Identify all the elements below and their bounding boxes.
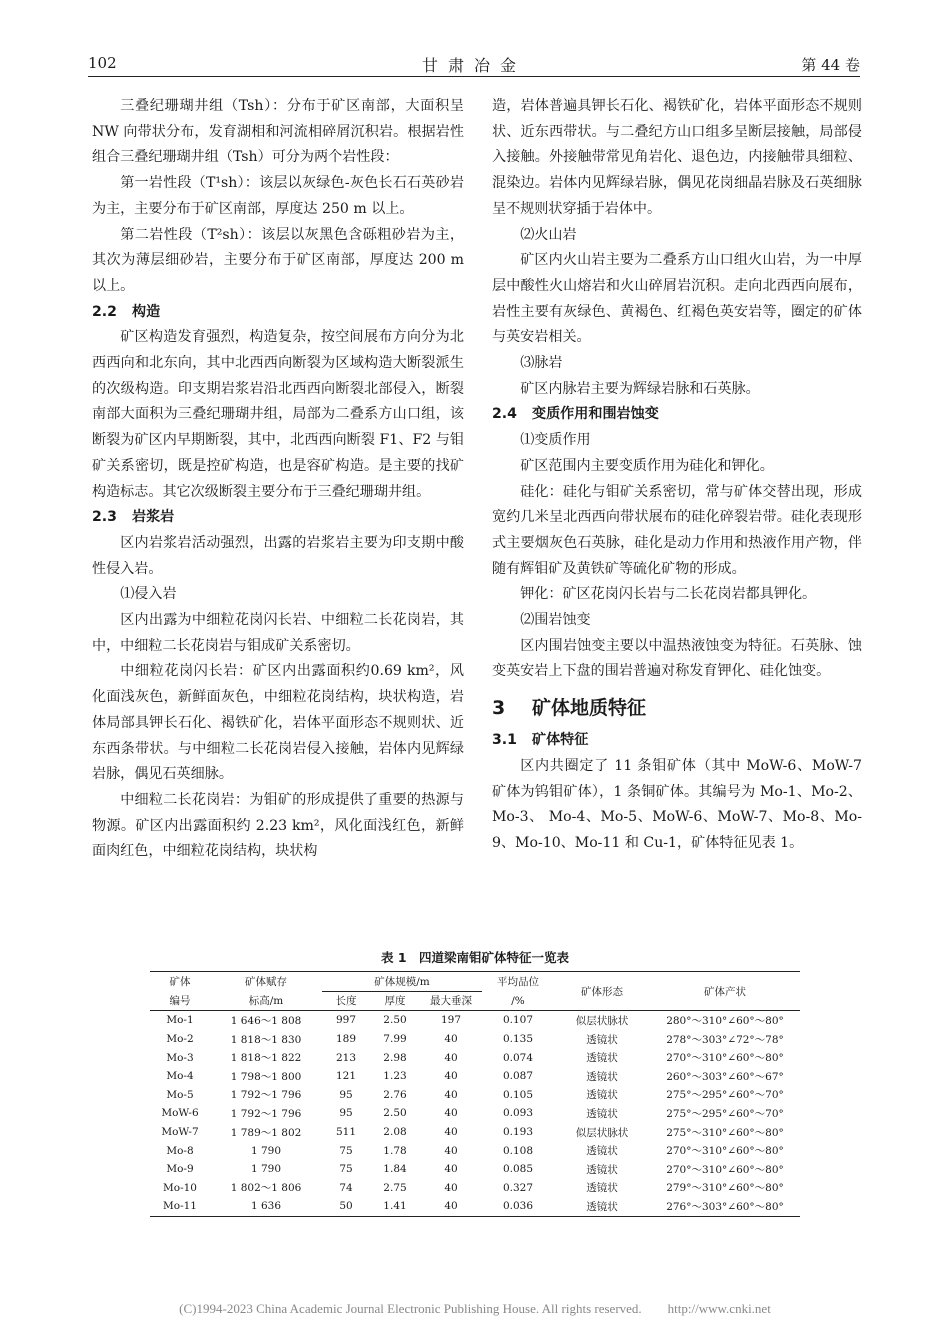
cell-id: MoW-6 [161, 1107, 199, 1120]
cell-id: Mo-4 [166, 1070, 194, 1083]
cell-grade: 0.108 [502, 1144, 534, 1157]
cell-id: Mo-9 [166, 1163, 194, 1176]
cell-depth: 40 [444, 1051, 458, 1064]
cell-elevation: 1 790 [250, 1163, 282, 1176]
cell-shape: 透镜状 [586, 1033, 618, 1046]
cell-shape: 透镜状 [554, 1197, 650, 1216]
paragraph-monzogranite-continued: 造，岩体普遍具钾长石化、褐铁矿化，岩体平面形态不规则状、近东西带状。与二叠纪方山口组多呈断层接触，局部侵入接触。外接触带常见角岩化、退色边，内接触带具细粒、混染边。岩体内见辉绿岩脉，偶见花岗细晶岩脉及石英细脉呈不规则状穿插于岩体中。 [492, 98, 862, 217]
cell-length: 75 [339, 1163, 353, 1176]
paragraph-wallrock-alteration: 区内围岩蚀变主要以中温热液蚀变为特征。石英脉、蚀变英安岩上下盘的围岩普遍对称发育钾化、硅化蚀变。 [492, 637, 862, 680]
cell-depth: 40 [444, 1033, 458, 1046]
cell-grade: 0.193 [502, 1126, 534, 1139]
cell-depth: 40 [444, 1126, 458, 1139]
cell-grade: 0.327 [502, 1181, 534, 1194]
page-header [88, 52, 860, 77]
cell-shape: 透镜状 [586, 1182, 618, 1195]
table-row [150, 1104, 800, 1123]
subheading-dike-rock: ⑶脉岩 [520, 355, 563, 372]
table-row [150, 1030, 800, 1049]
header-orebody-1: 矿体 [150, 972, 210, 992]
subheading-metamorphism: ⑴变质作用 [520, 432, 591, 449]
table-row [150, 1011, 800, 1030]
cell-thickness: 1.23 [383, 1070, 407, 1083]
cell-elevation: 1 798～1 800 [230, 1070, 302, 1083]
cell-id: Mo-2 [166, 1033, 194, 1046]
cell-thickness: 2.50 [383, 1014, 407, 1027]
table-row [150, 1067, 800, 1086]
cell-thickness: 2.75 [383, 1181, 407, 1194]
header-thickness: 厚度 [370, 991, 420, 1011]
paragraph-granodiorite: 中细粒花岗闪长岩：矿区内出露面积约0.69 km²，风化面浅灰色，新鲜面灰色，中细粒花岗结构，块状构造，岩体局部具钾长石化、褐铁矿化，岩体平面形态不规则状、近东西条带状。与中细粒二长花岗岩侵入接触，岩体内见辉绿岩脉，偶见石英细脉。 [92, 663, 464, 783]
cell-shape: 透镜状 [586, 1145, 618, 1158]
orebody-table [150, 971, 800, 1217]
section-number: 2.3 [92, 509, 117, 526]
paragraph-silicification: 硅化：硅化与钼矿关系密切，常与矿体交替出现，形成宽约几米呈北西西向带状展布的硅化碎裂岩带。硅化表现形式主要烟灰色石英脉，硅化是动力作用和热液作用产物，伴随有辉钼矿及黄铁矿等硫化矿物的形成。 [492, 483, 862, 577]
cell-length: 75 [339, 1144, 353, 1157]
section-title: 变质作用和围岩蚀变 [532, 406, 659, 423]
cell-length: 189 [335, 1033, 357, 1046]
paragraph-orebody-features: 区内共圈定了 11 条钼矿体（其中 MoW-6、MoW-7 矿体为钨钼矿体），1 条铜矿体。其编号为 Mo-1、Mo-2、 Mo-3、 Mo-4、Mo-5、MoW-6、MoW-7、Mo-8、Mo-9、Mo-10、Mo-11 和 Cu-1，矿体特征见表 1。 [492, 757, 862, 851]
cell-shape: 似层状脉状 [575, 1126, 629, 1139]
header-scale: 矿体规模/m [322, 972, 482, 992]
cell-depth: 40 [444, 1163, 458, 1176]
table-row [150, 1086, 800, 1105]
cell-elevation: 1 802～1 806 [230, 1182, 302, 1195]
table-row [150, 1141, 800, 1160]
cell-id: Mo-5 [166, 1088, 194, 1101]
section-heading-structure [92, 300, 464, 326]
cell-depth: 40 [420, 1197, 482, 1216]
header-elevation-1: 矿体赋存 [210, 972, 322, 992]
table-caption: 表 1 四道梁南钼矿体特征一览表 [380, 950, 570, 965]
cell-id: Mo-1 [166, 1014, 194, 1027]
cell-elevation: 1 818～1 822 [230, 1052, 302, 1065]
paragraph-volcanic-rock: 矿区内火山岩主要为二叠系方山口组火山岩，为一中厚层中酸性火山熔岩和火山碎屑岩沉积。走向北西西向展布，岩性主要有灰绿色、黄褐色、红褐色英安岩等，圈定的矿体与英安岩相关。 [492, 252, 862, 346]
cell-attitude: 270°～310°∠60°～80° [666, 1145, 784, 1158]
cell-id: Mo-3 [166, 1051, 194, 1064]
cell-grade: 0.107 [502, 1014, 534, 1027]
cell-depth: 40 [444, 1088, 458, 1101]
cell-attitude: 279°～310°∠60°～80° [666, 1182, 784, 1195]
cell-shape: 似层状脉状 [575, 1014, 629, 1027]
cell-thickness: 1.78 [383, 1144, 407, 1157]
cell-thickness: 1.84 [383, 1163, 407, 1176]
cell-length: 74 [339, 1181, 353, 1194]
cell-length: 511 [335, 1126, 357, 1139]
cell-length: 997 [335, 1014, 357, 1027]
section-heading-orebody-geology [492, 694, 862, 722]
section-number: 2.4 [492, 406, 517, 423]
cell-depth: 40 [444, 1144, 458, 1157]
header-max-depth: 最大垂深 [420, 991, 482, 1011]
cell-attitude: 278°～303°∠72°～78° [666, 1033, 784, 1046]
cell-id: Mo-8 [166, 1144, 194, 1157]
cell-attitude: 270°～310°∠60°～80° [666, 1052, 784, 1065]
section-number: 3 [492, 697, 506, 720]
cell-id: MoW-7 [161, 1126, 199, 1139]
cell-grade: 0.135 [502, 1033, 534, 1046]
cell-attitude: 270°～310°∠60°～80° [666, 1163, 784, 1176]
paragraph-intrusive-rock: 区内出露为中细粒花岗闪长岩、中细粒二长花岗岩，其中，中细粒二长花岗岩与钼成矿关系密切。 [92, 612, 464, 654]
cell-shape: 透镜状 [586, 1089, 618, 1102]
section-title: 矿体特征 [532, 732, 589, 749]
cell-thickness: 2.76 [383, 1088, 407, 1101]
cell-attitude: 275°～295°∠60°～70° [666, 1107, 784, 1120]
header-shape: 矿体形态 [554, 972, 650, 1011]
section-title: 岩浆岩 [132, 509, 175, 526]
cell-elevation: 1 792～1 796 [230, 1089, 302, 1102]
table-row [150, 1160, 800, 1179]
cell-grade: 0.074 [502, 1051, 534, 1064]
header-length: 长度 [322, 991, 370, 1011]
left-column [92, 94, 464, 865]
right-column [492, 94, 862, 857]
subheading-wallrock-alteration: ⑵围岩蚀变 [520, 612, 591, 629]
cell-thickness: 1.41 [370, 1197, 420, 1216]
cell-thickness: 2.98 [383, 1051, 407, 1064]
table-row [150, 1123, 800, 1142]
header-attitude: 矿体产状 [650, 972, 800, 1011]
paragraph-first-lithologic-member: 第一岩性段（T¹sh）：该层以灰绿色-灰色长石石英砂岩为主，主要分布于矿区南部，厚度达 250 m 以上。 [92, 175, 464, 217]
cell-length: 95 [339, 1088, 353, 1101]
cell-attitude: 275°～295°∠60°～70° [666, 1089, 784, 1102]
cell-elevation: 1 789～1 802 [230, 1126, 302, 1139]
header-grade-2: /% [482, 991, 554, 1011]
section-number: 2.2 [92, 303, 117, 320]
cell-elevation: 1 646～1 808 [230, 1014, 302, 1027]
cell-depth: 197 [440, 1014, 462, 1027]
cell-length: 95 [339, 1107, 353, 1120]
section-heading-magmatic-rock [92, 505, 464, 531]
cell-id: Mo-10 [163, 1181, 197, 1194]
cell-depth: 40 [444, 1107, 458, 1120]
table-row [150, 1179, 800, 1198]
paragraph-structure: 矿区构造发育强烈，构造复杂，按空间展布方向分为北西西向和北东向，其中北西西向断裂为区域构造大断裂派生的次级构造。印支期岩浆岩沿北西西向断裂北部侵入，断裂南部大面积为三叠纪珊瑚井组，局部为二叠系方山口组，该断裂为矿区内早期断裂，其中，北西西向断裂 F1、F2 与钼矿关系密切，既是控矿构造，也是容矿构造。是主要的找矿构造标志。其它次级断裂主要分布于三叠纪珊瑚井组。 [92, 329, 464, 500]
paragraph-metamorphism: 矿区范围内主要变质作用为硅化和钾化。 [520, 457, 774, 474]
subheading-volcanic-rock: ⑵火山岩 [520, 226, 577, 243]
section-title: 矿体地质特征 [532, 697, 647, 720]
cell-elevation: 1 818～1 830 [230, 1033, 302, 1046]
cell-thickness: 2.08 [383, 1126, 407, 1139]
section-heading-orebody-features [492, 728, 862, 754]
paragraph-second-lithologic-member: 第二岩性段（T²sh）：该层以灰黑色含砾粗砂岩为主，其次为薄层细砂岩，主要分布于矿区南部，厚度达 200 m 以上。 [92, 226, 464, 294]
cell-id: Mo-11 [150, 1197, 210, 1216]
cell-grade: 0.093 [502, 1107, 534, 1120]
cell-attitude: 275°～310°∠60°～80° [666, 1126, 784, 1139]
paragraph-tsh-formation: 三叠纪珊瑚井组（Tsh）：分布于矿区南部，大面积呈 NW 向带状分布，发育湖相和河流相碎屑沉积岩。根据岩性组合三叠纪珊瑚井组（Tsh）可分为两个岩性段： [92, 98, 464, 166]
cell-shape: 透镜状 [586, 1052, 618, 1065]
paragraph-dike-rock: 矿区内脉岩主要为辉绿岩脉和石英脉。 [520, 380, 760, 397]
subheading-intrusive-rock: ⑴侵入岩 [120, 586, 177, 603]
paragraph-potassication: 钾化：矿区花岗闪长岩与二长花岗岩都具钾化。 [520, 586, 817, 603]
cell-grade: 0.085 [502, 1163, 534, 1176]
cell-length: 121 [335, 1070, 357, 1083]
cell-elevation: 1 636 [210, 1197, 322, 1216]
cell-elevation: 1 790 [250, 1144, 282, 1157]
section-heading-metamorphism [492, 402, 862, 428]
cell-thickness: 2.50 [383, 1107, 407, 1120]
journal-title: 甘肃冶金 [421, 56, 526, 75]
table-row [150, 1197, 800, 1216]
header-orebody-2: 编号 [150, 991, 210, 1011]
volume-label: 第 44 卷 [801, 56, 860, 74]
cell-shape: 透镜状 [586, 1070, 618, 1083]
cell-depth: 40 [444, 1070, 458, 1083]
cell-length: 50 [322, 1197, 370, 1216]
cell-shape: 透镜状 [586, 1107, 618, 1120]
paragraph-monzogranite: 中细粒二长花岗岩：为钼矿的形成提供了重要的热源与物源。矿区内出露面积约 2.23 km²，风化面浅红色，新鲜面肉红色，中细粒花岗结构，块状构 [92, 791, 464, 860]
cell-attitude: 280°～310°∠60°～80° [666, 1014, 784, 1027]
page-number: 102 [88, 54, 117, 72]
section-title: 构造 [132, 303, 161, 320]
cell-grade: 0.087 [502, 1070, 534, 1083]
table-row [150, 1048, 800, 1067]
copyright-footer: (C)1994-2023 China Academic Journal Electronic Publishing House. All rights reserved. http://www.cnki.net [179, 1301, 771, 1316]
cell-thickness: 7.99 [383, 1033, 407, 1046]
header-elevation-2: 标高/m [210, 991, 322, 1011]
cell-shape: 透镜状 [586, 1163, 618, 1176]
cell-length: 213 [335, 1051, 357, 1064]
cell-attitude: 276°～303°∠60°～80° [650, 1197, 800, 1216]
cell-attitude: 260°～303°∠60°～67° [666, 1070, 784, 1083]
cell-grade: 0.105 [502, 1088, 534, 1101]
paragraph-magmatic-intro: 区内岩浆岩活动强烈，出露的岩浆岩主要为印支期中酸性侵入岩。 [92, 534, 464, 577]
cell-grade: 0.036 [482, 1197, 554, 1216]
cell-elevation: 1 792～1 796 [230, 1107, 302, 1120]
header-grade-1: 平均品位 [482, 972, 554, 992]
cell-depth: 40 [444, 1181, 458, 1194]
section-number: 3.1 [492, 732, 517, 749]
